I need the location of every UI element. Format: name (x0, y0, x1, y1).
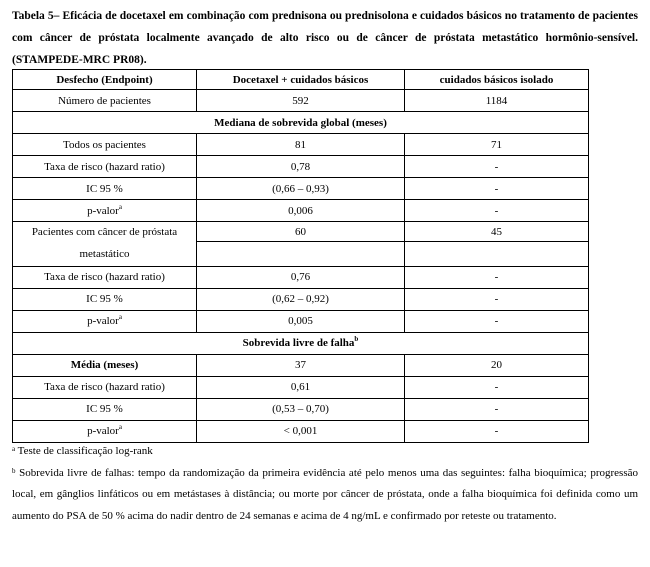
table-row (13, 288, 589, 310)
row-label: IC 95 % (13, 178, 197, 200)
table-row (13, 178, 589, 200)
cell-standard-care: - (405, 156, 589, 178)
footnote-marker: a (118, 202, 122, 211)
cell-docetaxel: 0,78 (197, 156, 405, 178)
footnote-b: $^b$ Sobrevida livre de falhas: tempo da randomização da primeira evidência até pelo menos uma das seguintes: falha bioquímica; progressão local, em gânglios linfáticos ou em metástases à distância; ou morte por câncer de próstata, onde a falha bioquímica foi definida como um aumento do PSA de 50 % acima do nadir dentro de 24 semanas e acima de 4 ng/mL e confirmado por reteste ou tratamento. (12, 466, 638, 522)
table-row (13, 200, 589, 222)
cell-standard-care: - (405, 376, 589, 398)
cell-standard-care: - (405, 200, 589, 222)
table-row (13, 266, 589, 288)
cell-docetaxel: (0,62 – 0,92) (197, 288, 405, 310)
section-row-overall-survival (13, 112, 589, 134)
table-row (13, 156, 589, 178)
cell-docetaxel: (0,53 – 0,70) (197, 398, 405, 420)
cell-standard-care: - (405, 398, 589, 420)
cell-standard-care: - (405, 310, 589, 332)
table-row (13, 420, 589, 442)
row-label: Taxa de risco (hazard ratio) (13, 156, 197, 178)
row-label: Taxa de risco (hazard ratio) (13, 266, 197, 288)
header-docetaxel: Docetaxel + cuidados básicos (197, 70, 405, 90)
cell-standard-care: 1184 (405, 90, 589, 112)
section-title-overall-survival: Mediana de sobrevida global (meses) (13, 112, 589, 134)
row-label: p-valor$^a$ (13, 200, 197, 222)
row-label: Todos os pacientes (13, 134, 197, 156)
cell-standard-care: 71 (405, 134, 589, 156)
cell-standard-care: 45 (405, 222, 589, 242)
row-label: p-valor$^a$ (13, 420, 197, 442)
row-label: Taxa de risco (hazard ratio) (13, 376, 197, 398)
row-label: Média (meses) (13, 354, 197, 376)
row-label: IC 95 % (13, 288, 197, 310)
row-label: IC 95 % (13, 398, 197, 420)
row-label-continued: metastático (13, 242, 197, 267)
cell-standard-care: 20 (405, 354, 589, 376)
table-caption: Tabela 5– Eficácia de docetaxel em combinação com prednisona ou prednisolona e cuidados básicos no tratamento de pacientes com câncer de próstata localmente avançado de alto risco ou de câncer de próstata metastático hormônio-sensível. (STAMPEDE-MRC PR08). (12, 10, 638, 66)
section-title-failure-free-survival: Sobrevida livre de falha$^b$ (13, 332, 589, 354)
cell-docetaxel: 0,61 (197, 376, 405, 398)
table-row (13, 376, 589, 398)
footnote-marker: a (118, 313, 122, 321)
table-row (13, 134, 589, 156)
row-label: Número de pacientes (13, 90, 197, 112)
cell-docetaxel: 0,76 (197, 266, 405, 288)
footnotes (12, 441, 638, 527)
table-row (13, 222, 589, 242)
cell-docetaxel: < 0,001 (197, 420, 405, 442)
table-header-row (13, 70, 589, 90)
efficacy-table (12, 69, 589, 443)
table-row (13, 310, 589, 332)
cell-docetaxel: 37 (197, 354, 405, 376)
cell-standard-care: - (405, 178, 589, 200)
table-row (13, 90, 589, 112)
footnote-marker: a (118, 423, 122, 431)
cell-docetaxel: 81 (197, 134, 405, 156)
header-standard-care: cuidados básicos isolado (405, 70, 589, 90)
table-row (13, 242, 589, 267)
cell-docetaxel: 0,006 (197, 200, 405, 222)
footnote-marker: a (12, 445, 16, 453)
cell-standard-care: - (405, 266, 589, 288)
footnote-a: $^a$ Teste de classificação log-rank (12, 445, 153, 457)
cell-docetaxel: 0,005 (197, 310, 405, 332)
cell-docetaxel: 60 (197, 222, 405, 242)
cell-empty (405, 242, 589, 267)
cell-empty (197, 242, 405, 267)
cell-docetaxel: (0,66 – 0,93) (197, 178, 405, 200)
table-row (13, 354, 589, 376)
footnote-marker: b (12, 466, 16, 475)
footnote-marker: b (354, 335, 359, 343)
table-row (13, 398, 589, 420)
row-label: Pacientes com câncer de próstata (13, 222, 197, 242)
section-row-failure-free-survival (13, 332, 589, 354)
cell-standard-care: - (405, 420, 589, 442)
header-endpoint: Desfecho (Endpoint) (13, 70, 197, 90)
cell-standard-care: - (405, 288, 589, 310)
cell-docetaxel: 592 (197, 90, 405, 112)
row-label: p-valor$^a$ (13, 310, 197, 332)
